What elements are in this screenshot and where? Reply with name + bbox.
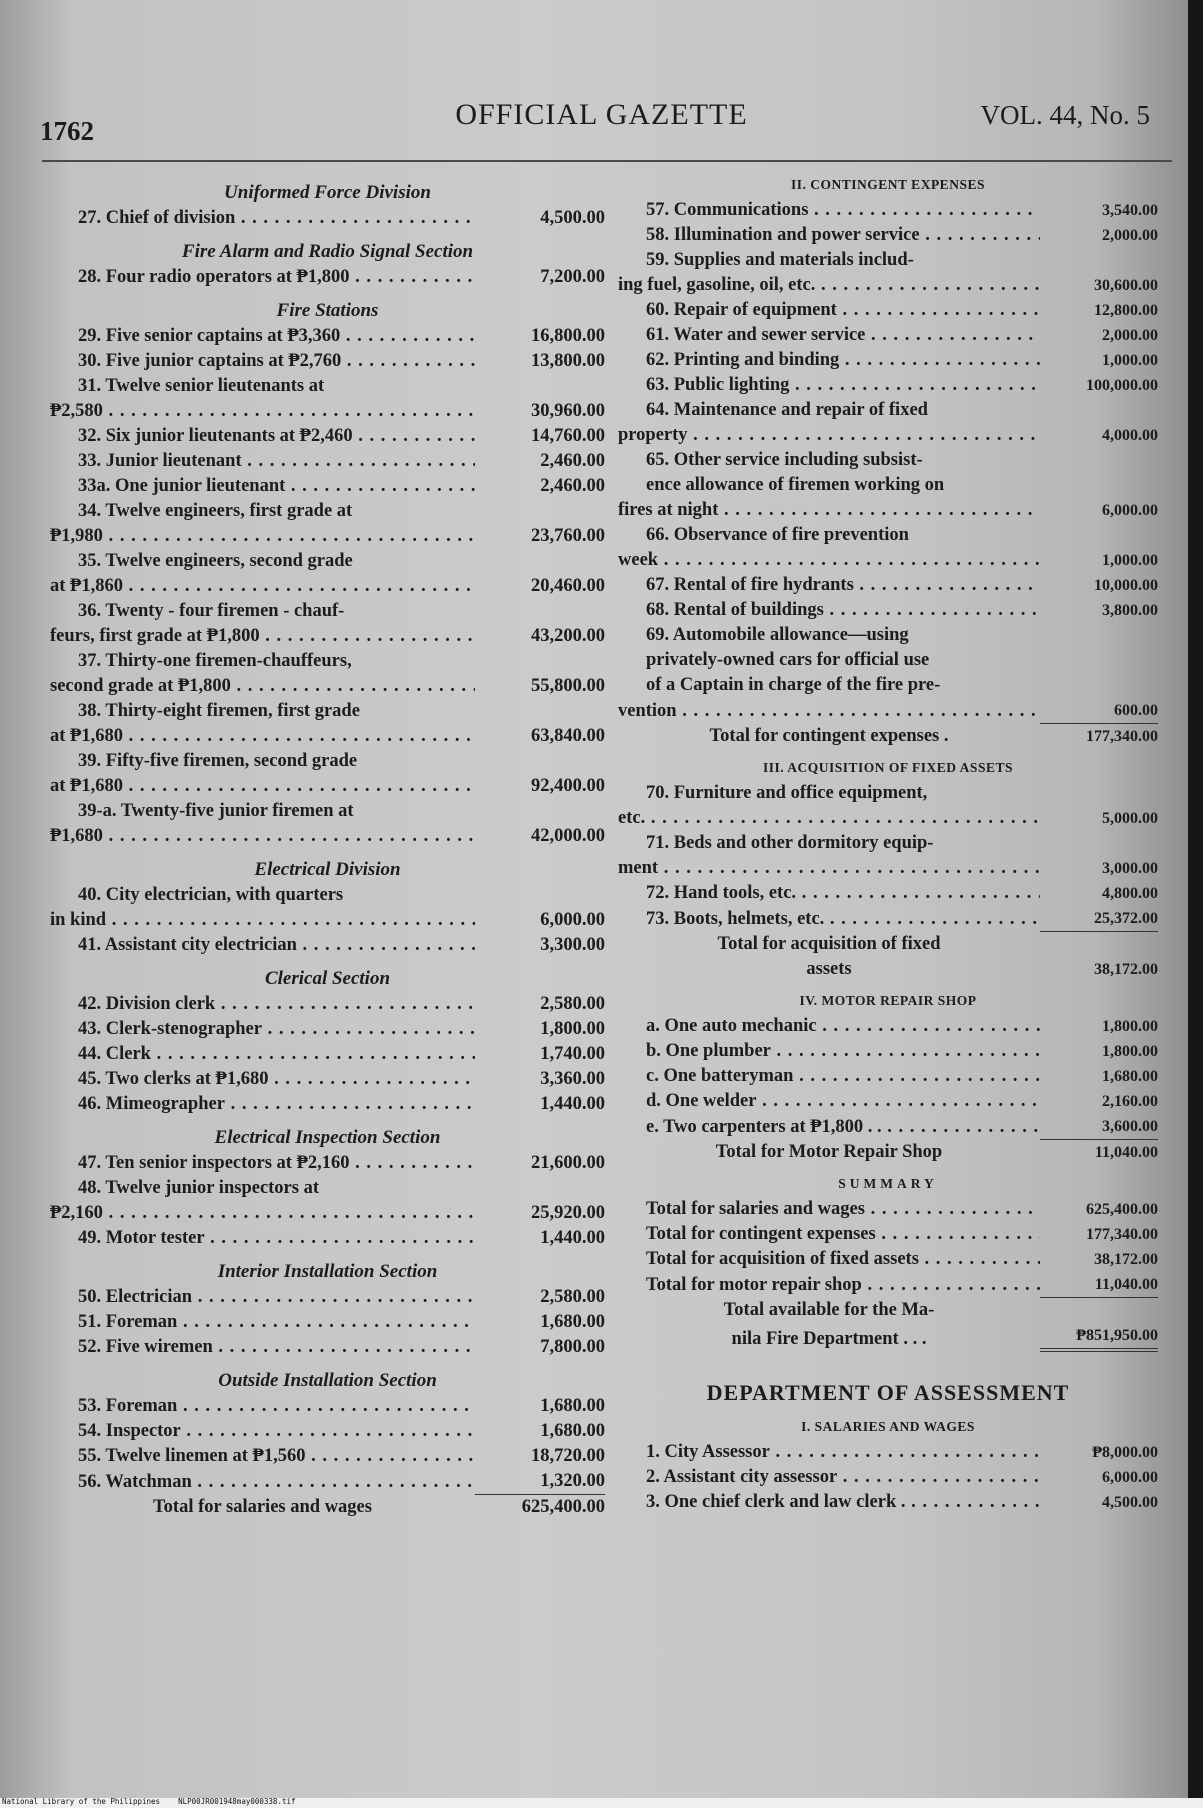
item-label: Total for salaries and wages . . . <box>618 1197 1040 1222</box>
item-amount: 16,800.00 <box>531 326 605 346</box>
item-amount: 1,000.00 <box>1102 352 1158 369</box>
total-label: nila Fire Department . . . <box>731 1329 927 1349</box>
item-text: 38. Thirty-eight firemen, first grade <box>78 701 360 721</box>
item-label: 62. Printing and binding . . . <box>618 348 1040 373</box>
line-item-continued <box>50 799 605 824</box>
line-item-continued <box>618 398 1158 423</box>
item-amount: 12,800.00 <box>1094 302 1158 319</box>
line-item <box>50 524 605 549</box>
item-label: 43. Clerk-stenographer . . . <box>50 1017 475 1042</box>
line-item <box>50 1201 605 1226</box>
item-label: 56. Watchman . . . <box>50 1470 475 1495</box>
item-amount: 1,680.00 <box>540 1312 605 1332</box>
item-amount: 55,800.00 <box>531 676 605 696</box>
header-rule <box>42 160 1172 162</box>
item-amount: 1,440.00 <box>540 1228 605 1248</box>
line-item <box>618 881 1158 906</box>
item-label: at ₱1,680 . . . <box>50 724 475 749</box>
item-amount: 2,000.00 <box>1102 327 1158 344</box>
total-label: Total available for the Ma- <box>723 1300 935 1320</box>
line-item <box>618 906 1158 932</box>
line-item <box>618 498 1158 523</box>
item-amount: 625,400.00 <box>1086 1201 1158 1218</box>
item-label: 52. Five wiremen . . . <box>50 1335 475 1360</box>
item-label: 30. Five junior captains at ₱2,760 . . . <box>50 349 475 374</box>
section-title: Electrical Inspection Section <box>214 1127 441 1148</box>
item-label: 57. Communications . . . <box>618 198 1040 223</box>
total-amount: 177,340.00 <box>1086 728 1158 745</box>
item-amount: 3,800.00 <box>1102 602 1158 619</box>
line-item <box>50 774 605 799</box>
line-item <box>50 449 605 474</box>
item-label: 54. Inspector . . . <box>50 1419 475 1444</box>
item-list <box>618 781 1158 932</box>
line-item <box>618 1490 1158 1515</box>
item-label: in kind . . . <box>50 908 475 933</box>
item-amount: 2,000.00 <box>1102 227 1158 244</box>
item-amount: 3,360.00 <box>540 1069 605 1089</box>
item-amount: 18,720.00 <box>531 1446 605 1466</box>
line-item-continued <box>618 781 1158 806</box>
line-item <box>50 424 605 449</box>
item-label: ₱1,680 . . . <box>50 824 475 849</box>
item-label: 50. Electrician . . . <box>50 1285 475 1310</box>
item-label: ing fuel, gasoline, oil, etc. . . . <box>618 273 1040 298</box>
total-block <box>618 1298 1158 1352</box>
item-text: of a Captain in charge of the fire pre- <box>646 675 941 695</box>
line-item <box>618 1089 1158 1114</box>
item-label: ₱2,160 . . . <box>50 1201 475 1226</box>
item-list <box>50 1394 605 1495</box>
item-amount: 100,000.00 <box>1086 377 1158 394</box>
line-item <box>618 548 1158 573</box>
item-list <box>50 992 605 1117</box>
item-label: property . . . <box>618 423 1040 448</box>
item-amount: 23,760.00 <box>531 526 605 546</box>
item-amount: 1,680.00 <box>1102 1068 1158 1085</box>
line-item <box>50 724 605 749</box>
item-label: 49. Motor tester . . . <box>50 1226 475 1251</box>
line-item <box>50 1469 605 1495</box>
item-label: etc. . . . <box>618 806 1040 831</box>
item-label: feurs, first grade at ₱1,800 . . . <box>50 624 475 649</box>
item-text: 39-a. Twenty-five junior firemen at <box>78 801 354 821</box>
item-list <box>618 1014 1158 1140</box>
item-text: 66. Observance of fire prevention <box>646 525 909 545</box>
line-item <box>618 423 1158 448</box>
line-item <box>618 573 1158 598</box>
line-item-continued <box>50 599 605 624</box>
item-text: 69. Automobile allowance—using <box>646 625 909 645</box>
item-label: 61. Water and sewer service . . . <box>618 323 1040 348</box>
line-item <box>618 1039 1158 1064</box>
section-title: Uniformed Force Division <box>224 182 431 203</box>
item-label: 3. One chief clerk and law clerk . . . . <box>618 1490 1040 1515</box>
line-item-continued <box>618 623 1158 648</box>
line-item <box>50 1335 605 1360</box>
item-label: 27. Chief of division . . . <box>50 206 475 231</box>
item-label: 63. Public lighting . . . <box>618 373 1040 398</box>
line-item-continued <box>618 248 1158 273</box>
item-amount: 1,680.00 <box>540 1396 605 1416</box>
item-list <box>50 1151 605 1251</box>
line-item-continued <box>618 448 1158 473</box>
line-item-continued <box>50 699 605 724</box>
item-label: 28. Four radio operators at ₱1,800 . . . <box>50 265 475 290</box>
line-item <box>618 1247 1158 1272</box>
item-text: 70. Furniture and office equipment, <box>646 783 928 803</box>
item-amount: 7,200.00 <box>540 267 605 287</box>
line-item-continued <box>618 473 1158 498</box>
line-item <box>50 1394 605 1419</box>
line-item-continued <box>618 648 1158 673</box>
total-amount: 11,040.00 <box>1094 1144 1158 1161</box>
item-list <box>618 198 1158 724</box>
item-list <box>618 1440 1158 1515</box>
item-amount: 2,460.00 <box>540 451 605 471</box>
item-amount: 3,540.00 <box>1102 202 1158 219</box>
item-amount: 5,000.00 <box>1102 810 1158 827</box>
item-text: 37. Thirty-one firemen-chauffeurs, <box>78 651 352 671</box>
total-line <box>618 957 1158 982</box>
item-label: Total for motor repair shop . . . <box>618 1273 1040 1298</box>
section-title: III. ACQUISITION OF FIXED ASSETS <box>763 760 1013 775</box>
item-label: c. One batteryman . . . <box>618 1064 1040 1089</box>
item-label: 53. Foreman . . . <box>50 1394 475 1419</box>
item-label: at ₱1,860 . . . <box>50 574 475 599</box>
section-title: Outside Installation Section <box>218 1370 437 1391</box>
item-amount: 30,960.00 <box>531 401 605 421</box>
item-label: 46. Mimeographer . . . <box>50 1092 475 1117</box>
item-label: second grade at ₱1,800 . . . <box>50 674 475 699</box>
item-amount: 10,000.00 <box>1094 577 1158 594</box>
item-amount: 20,460.00 <box>531 576 605 596</box>
item-amount: 42,000.00 <box>531 826 605 846</box>
line-item <box>50 1092 605 1117</box>
item-text: 48. Twelve junior inspectors at <box>78 1178 320 1198</box>
item-text: 40. City electrician, with quarters <box>78 885 344 905</box>
section-title: Clerical Section <box>264 968 391 989</box>
item-label: 33. Junior lieutenant . . . <box>50 449 475 474</box>
item-list <box>50 324 605 849</box>
line-item <box>50 1419 605 1444</box>
total-amount: 38,172.00 <box>1094 961 1158 978</box>
item-label: 2. Assistant city assessor . . . <box>618 1465 1040 1490</box>
line-item <box>618 1197 1158 1222</box>
item-label: 44. Clerk . . . <box>50 1042 475 1067</box>
line-item <box>50 824 605 849</box>
line-item <box>618 198 1158 223</box>
line-item-continued <box>50 374 605 399</box>
item-amount: 3,600.00 <box>1040 1114 1158 1140</box>
item-label: Total for acquisition of fixed assets . . . <box>618 1247 1040 1272</box>
item-text: 31. Twelve senior lieutenants at <box>78 376 325 396</box>
line-item <box>618 1465 1158 1490</box>
item-label: 47. Ten senior inspectors at ₱2,160 . . . <box>50 1151 475 1176</box>
item-amount: 43,200.00 <box>531 626 605 646</box>
total-row <box>618 724 1158 749</box>
line-item <box>50 399 605 424</box>
item-label: 51. Foreman . . . <box>50 1310 475 1335</box>
item-amount: 7,800.00 <box>540 1337 605 1357</box>
item-amount: 6,000.00 <box>1102 1469 1158 1486</box>
line-item-continued <box>618 831 1158 856</box>
page-number: 1762 <box>40 116 94 146</box>
line-item <box>618 598 1158 623</box>
item-amount: 6,000.00 <box>1102 502 1158 519</box>
total-row <box>618 1140 1158 1165</box>
item-amount: 2,580.00 <box>540 994 605 1014</box>
item-text: 65. Other service including subsist- <box>646 450 923 470</box>
item-amount: 4,800.00 <box>1102 885 1158 902</box>
item-list <box>50 883 605 958</box>
right-column <box>618 172 1158 1515</box>
item-label: e. Two carpenters at ₱1,800 . . . . . <box>618 1115 1040 1140</box>
item-amount: 11,040.00 <box>1040 1272 1158 1298</box>
line-item <box>50 674 605 699</box>
item-label: 42. Division clerk . . . <box>50 992 475 1017</box>
item-list <box>50 206 605 231</box>
volume-number: VOL. 44, No. 5 <box>980 100 1150 130</box>
line-item-continued <box>50 749 605 774</box>
total-row <box>50 1495 605 1520</box>
line-item <box>50 206 605 231</box>
section-title: Interior Installation Section <box>217 1261 438 1282</box>
item-amount: 1,320.00 <box>475 1469 605 1495</box>
item-label: 60. Repair of equipment . . . <box>618 298 1040 323</box>
item-label: b. One plumber . . . <box>618 1039 1040 1064</box>
line-item <box>50 1444 605 1469</box>
item-amount: 4,500.00 <box>540 208 605 228</box>
item-amount: 3,300.00 <box>540 935 605 955</box>
item-amount: 30,600.00 <box>1094 277 1158 294</box>
line-item-continued <box>50 649 605 674</box>
section-title: Fire Alarm and Radio Signal Section <box>181 241 474 262</box>
line-item <box>618 223 1158 248</box>
item-label: d. One welder . . . <box>618 1089 1040 1114</box>
item-label: 45. Two clerks at ₱1,680 . . . <box>50 1067 475 1092</box>
line-item <box>50 624 605 649</box>
item-amount: 1,740.00 <box>540 1044 605 1064</box>
line-item <box>618 1222 1158 1247</box>
line-item <box>618 1014 1158 1039</box>
item-amount: 4,000.00 <box>1102 427 1158 444</box>
item-label: 1. City Assessor . . . <box>618 1440 1040 1465</box>
line-item <box>50 933 605 958</box>
item-label: Total for contingent expenses . . . <box>618 1222 1040 1247</box>
line-item-continued <box>50 499 605 524</box>
item-amount: 1,800.00 <box>1102 1018 1158 1035</box>
item-label: 33a. One junior lieutenant . . . <box>50 474 475 499</box>
total-label: Total for contingent expenses . <box>709 726 949 746</box>
item-amount: 14,760.00 <box>531 426 605 446</box>
section-title: Fire Stations <box>276 300 379 321</box>
total-amount: ₱851,950.00 <box>1040 1323 1158 1352</box>
line-item <box>50 574 605 599</box>
item-amount: 1,680.00 <box>540 1421 605 1441</box>
total-line <box>618 1323 1158 1352</box>
line-item <box>50 992 605 1017</box>
item-text: ence allowance of firemen working on <box>646 475 945 495</box>
line-item <box>50 349 605 374</box>
item-text: 35. Twelve engineers, second grade <box>78 551 353 571</box>
item-amount: 25,372.00 <box>1040 906 1158 932</box>
item-label: fires at night . . . <box>618 498 1040 523</box>
line-item <box>50 1017 605 1042</box>
item-amount: 1,800.00 <box>1102 1043 1158 1060</box>
item-amount: 177,340.00 <box>1086 1226 1158 1243</box>
line-item <box>50 1067 605 1092</box>
item-label: 32. Six junior lieutenants at ₱2,460 . . . <box>50 424 475 449</box>
item-list <box>50 265 605 290</box>
item-amount: 1,800.00 <box>540 1019 605 1039</box>
item-amount: 4,500.00 <box>1102 1494 1158 1511</box>
item-amount: 2,160.00 <box>1102 1093 1158 1110</box>
line-item <box>618 1440 1158 1465</box>
section-title: Electrical Division <box>254 859 401 880</box>
line-item <box>50 474 605 499</box>
item-amount: 63,840.00 <box>531 726 605 746</box>
line-item-continued <box>50 549 605 574</box>
total-line <box>618 932 1158 957</box>
total-amount: 625,400.00 <box>521 1497 605 1517</box>
total-label: Total for Motor Repair Shop <box>715 1142 943 1162</box>
line-item <box>618 856 1158 881</box>
item-amount: 92,400.00 <box>531 776 605 796</box>
item-text: 39. Fifty-five firemen, second grade <box>78 751 358 771</box>
item-list <box>50 1285 605 1360</box>
scan-footer: National Library of the Philippines NLP00JR001948may000338.tif <box>2 1797 296 1806</box>
item-list <box>618 1197 1158 1298</box>
item-amount: 2,580.00 <box>540 1287 605 1307</box>
item-amount: 38,172.00 <box>1094 1251 1158 1268</box>
item-label: 29. Five senior captains at ₱3,360 . . . <box>50 324 475 349</box>
item-text: 59. Supplies and materials includ- <box>646 250 914 270</box>
item-label: 73. Boots, helmets, etc. . . . <box>618 907 1040 932</box>
item-amount: 21,600.00 <box>531 1153 605 1173</box>
section-title: IV. MOTOR REPAIR SHOP <box>799 993 977 1008</box>
item-amount: 25,920.00 <box>531 1203 605 1223</box>
line-item <box>618 323 1158 348</box>
item-label: a. One auto mechanic . . . <box>618 1014 1040 1039</box>
item-label: 67. Rental of fire hydrants . . . <box>618 573 1040 598</box>
item-label: ₱2,580 . . . <box>50 399 475 424</box>
line-item <box>618 806 1158 831</box>
item-text: 34. Twelve engineers, first grade at <box>78 501 353 521</box>
line-item <box>618 373 1158 398</box>
line-item <box>618 348 1158 373</box>
department-title: DEPARTMENT OF ASSESSMENT <box>706 1380 1070 1405</box>
left-column <box>50 172 605 1520</box>
gazette-title: OFFICIAL GAZETTE <box>455 98 748 131</box>
item-label: week . . . <box>618 548 1040 573</box>
item-amount: 13,800.00 <box>531 351 605 371</box>
item-label: vention . . . <box>618 699 1040 724</box>
item-label: at ₱1,680 . . . <box>50 774 475 799</box>
line-item <box>618 1064 1158 1089</box>
item-text: 71. Beds and other dormitory equip- <box>646 833 934 853</box>
section-title: II. CONTINGENT EXPENSES <box>791 177 985 192</box>
line-item <box>618 1272 1158 1298</box>
line-item <box>50 908 605 933</box>
item-amount: 600.00 <box>1040 698 1158 724</box>
line-item <box>50 324 605 349</box>
section-title: I. SALARIES AND WAGES <box>801 1419 975 1434</box>
line-item <box>50 1310 605 1335</box>
item-amount: 6,000.00 <box>540 910 605 930</box>
item-text: privately-owned cars for official use <box>646 650 930 670</box>
line-item <box>618 1114 1158 1140</box>
line-item <box>50 1226 605 1251</box>
item-text: 36. Twenty - four firemen - chauf- <box>78 601 345 621</box>
line-item <box>50 1285 605 1310</box>
item-label: 58. Illumination and power service . . . <box>618 223 1040 248</box>
line-item-continued <box>618 673 1158 698</box>
item-amount: ₱8,000.00 <box>1092 1444 1158 1461</box>
line-item <box>618 298 1158 323</box>
item-label: ₱1,980 . . . <box>50 524 475 549</box>
line-item-continued <box>618 523 1158 548</box>
total-block <box>618 932 1158 982</box>
summary-title: SUMMARY <box>838 1176 938 1191</box>
line-item <box>50 265 605 290</box>
binding-edge <box>1188 0 1203 1808</box>
line-item <box>618 698 1158 724</box>
total-label: assets <box>806 959 852 979</box>
item-label: 68. Rental of buildings . . . <box>618 598 1040 623</box>
item-amount: 1,000.00 <box>1102 552 1158 569</box>
line-item <box>50 1151 605 1176</box>
line-item-continued <box>50 883 605 908</box>
item-label: 55. Twelve linemen at ₱1,560 . . . <box>50 1444 475 1469</box>
total-label: Total for acquisition of fixed <box>717 934 941 954</box>
item-label: ment . . . <box>618 856 1040 881</box>
item-label: 72. Hand tools, etc. . . . <box>618 881 1040 906</box>
item-label: 41. Assistant city electrician . . . <box>50 933 475 958</box>
item-amount: 2,460.00 <box>540 476 605 496</box>
line-item-continued <box>50 1176 605 1201</box>
item-amount: 3,000.00 <box>1102 860 1158 877</box>
total-label: Total for salaries and wages <box>153 1497 372 1517</box>
line-item <box>618 273 1158 298</box>
item-amount: 1,440.00 <box>540 1094 605 1114</box>
item-text: 64. Maintenance and repair of fixed <box>646 400 928 420</box>
total-line <box>618 1298 1158 1323</box>
line-item <box>50 1042 605 1067</box>
